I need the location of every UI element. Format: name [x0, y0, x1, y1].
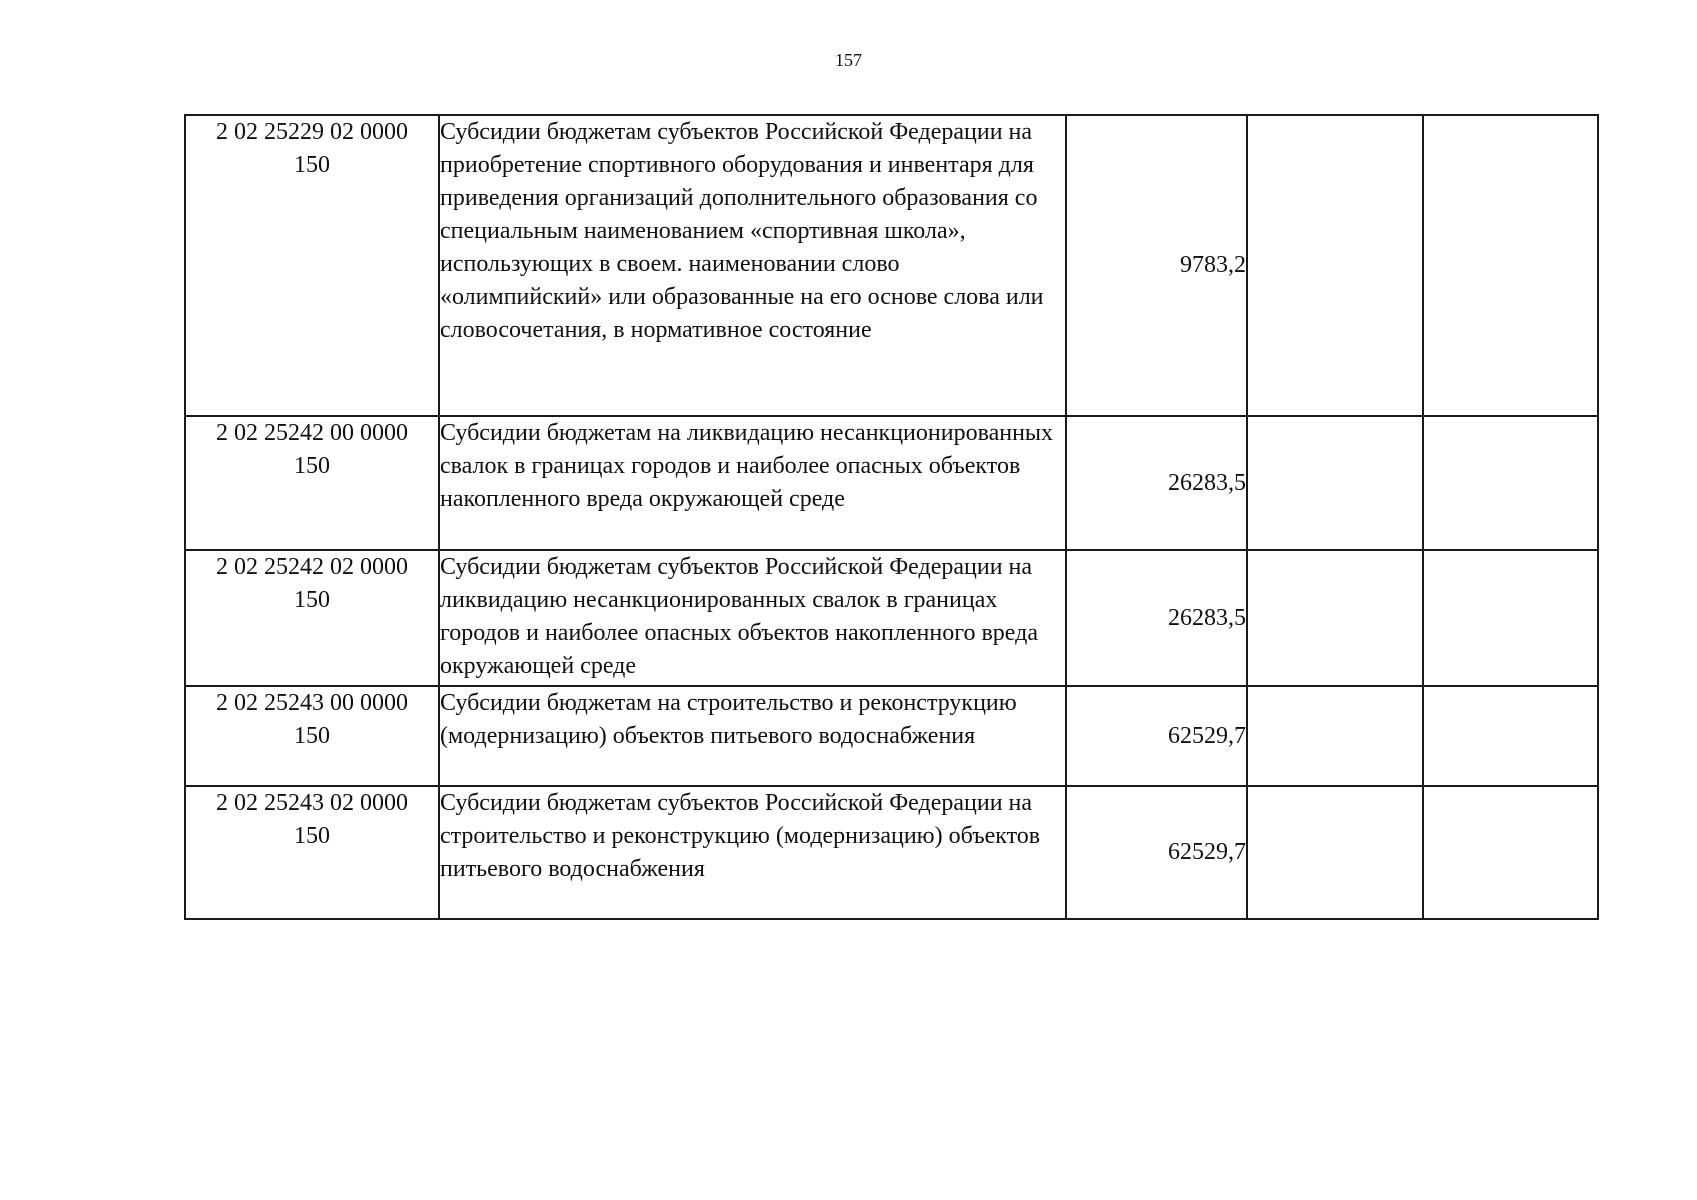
budget-code-cell [185, 550, 439, 686]
amount-cell: 62529,7 [1066, 686, 1247, 786]
budget-code: 2 02 25242 02 0000 [216, 554, 408, 580]
budget-code-suffix: 150 [294, 453, 330, 479]
description-cell: Субсидии бюджетам на ликвидацию несанкционированных свалок в границах городов и наиболее опасных объектов накопленного вреда окружающей среде [439, 416, 1066, 550]
empty-cell [1423, 115, 1598, 416]
budget-code-suffix: 150 [294, 723, 330, 749]
budget-code: 2 02 25243 02 0000 [216, 790, 408, 816]
table-row [185, 550, 1598, 686]
empty-cell [1247, 550, 1423, 686]
description-cell: Субсидии бюджетам субъектов Российской Федерации на строительство и реконструкцию (модернизацию) объектов питьевого водоснабжения [439, 786, 1066, 919]
page-number: 157 [835, 50, 862, 70]
budget-table [184, 114, 1599, 920]
empty-cell [1423, 686, 1598, 786]
table-row [185, 686, 1598, 786]
budget-code: 2 02 25243 00 0000 [216, 690, 408, 716]
empty-cell [1423, 416, 1598, 550]
budget-code-suffix: 150 [294, 152, 330, 178]
budget-code: 2 02 25229 02 0000 [216, 119, 408, 145]
description-cell: Субсидии бюджетам субъектов Российской Федерации на ликвидацию несанкционированных свалок в границах городов и наиболее опасных объектов накопленного вреда окружающей среде [439, 550, 1066, 686]
budget-code-cell [185, 786, 439, 919]
budget-code-cell [185, 115, 439, 416]
empty-cell [1247, 786, 1423, 919]
table-row [185, 115, 1598, 416]
empty-cell [1247, 115, 1423, 416]
amount-cell: 62529,7 [1066, 786, 1247, 919]
budget-code-cell [185, 686, 439, 786]
empty-cell [1423, 550, 1598, 686]
budget-code-suffix: 150 [294, 587, 330, 613]
description-cell: Субсидии бюджетам субъектов Российской Федерации на приобретение спортивного оборудования и инвентаря для приведения организаций дополнительного образования со специальным наименованием «спортивная школа», использующих в своем. наименовании слово «олимпийский» или образованные на его основе слова или словосочетания, в нормативное состояние [439, 115, 1066, 416]
empty-cell [1247, 686, 1423, 786]
budget-code-suffix: 150 [294, 823, 330, 849]
table-row [185, 416, 1598, 550]
description-cell: Субсидии бюджетам на строительство и реконструкцию (модернизацию) объектов питьевого водоснабжения [439, 686, 1066, 786]
amount-cell: 26283,5 [1066, 550, 1247, 686]
table-row [185, 786, 1598, 919]
budget-code: 2 02 25242 00 0000 [216, 420, 408, 446]
budget-code-cell [185, 416, 439, 550]
empty-cell [1247, 416, 1423, 550]
amount-cell: 9783,2 [1066, 115, 1247, 416]
empty-cell [1423, 786, 1598, 919]
amount-cell: 26283,5 [1066, 416, 1247, 550]
